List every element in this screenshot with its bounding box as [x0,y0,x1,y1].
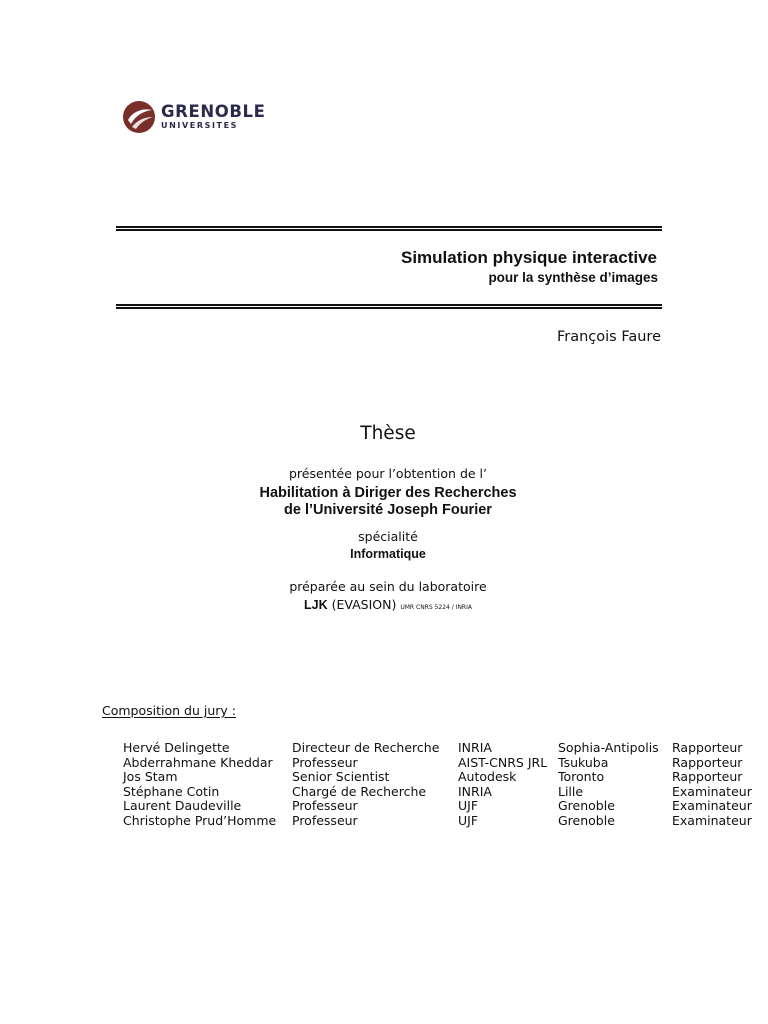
university-emblem-icon [122,100,156,134]
specialty-label: spécialité [358,529,418,544]
jury-member-city: Lille [558,783,584,799]
diploma-line-2: de l’Université Joseph Fourier [284,502,492,518]
jury-member-title: Chargé de Recherche [292,783,427,799]
jury-row [0,740,768,755]
author-name: François Faure [556,329,661,345]
thesis-title: Simulation physique interactive [400,248,657,267]
prepared-at-text: préparée au sein du laboratoire [289,579,487,594]
jury-row [0,755,768,770]
jury-member-city: Grenoble [558,812,615,828]
jury-member-role: Rapporteur [672,740,743,755]
jury-member-city: Grenoble [558,798,615,813]
specialty-value: Informatique [350,547,426,561]
jury-member-title: Professeur [292,812,358,828]
logo-subtitle: UNIVERSITES [161,120,239,130]
jury-member-title: Professeur [292,754,358,770]
jury-member-name: Christophe Prud’Homme [123,812,277,828]
jury-heading: Composition du jury : [102,703,236,718]
document-type: Thèse [360,423,416,444]
jury-member-name: Stéphane Cotin [123,783,220,799]
thesis-subtitle: pour la synthèse d’images [488,270,658,285]
jury-member-org: UJF [458,798,479,813]
bottom-double-rule [116,304,662,309]
jury-member-city: Sophia-Antipolis [558,740,659,755]
jury-member-role: Examinateur [672,798,752,813]
diploma-line-1: Habilitation à Diriger des Recherches [259,485,517,501]
jury-member-role: Rapporteur [672,769,743,784]
jury-member-org: INRIA [458,740,492,755]
lab-team: (EVASION) [331,597,397,612]
jury-member-city: Tsukuba [558,754,609,770]
jury-row [0,813,768,828]
jury-member-title: Senior Scientist [292,769,390,784]
jury-row [0,769,768,784]
grenoble-universites-logo [122,100,266,134]
jury-member-org: INRIA [458,783,492,799]
laboratory-line [0,597,768,612]
jury-member-org: Autodesk [458,769,517,784]
lab-unit: UMR CNRS 5224 / INRIA [400,604,472,611]
jury-member-name: Hervé Delingette [123,740,230,755]
jury-member-city: Toronto [558,769,605,784]
jury-table [0,740,768,827]
jury-member-title: Professeur [292,798,358,813]
jury-member-role: Rapporteur [672,754,743,770]
lab-short-name: LJK [304,598,328,612]
jury-member-role: Examinateur [672,812,752,828]
jury-member-title: Directeur de Recherche [292,740,440,755]
top-double-rule [116,226,662,231]
jury-row [0,798,768,813]
jury-member-name: Abderrahmane Kheddar [123,754,273,770]
jury-member-org: UJF [458,812,479,828]
jury-row [0,784,768,799]
presented-for-text: présentée pour l’obtention de l’ [289,466,487,481]
jury-member-name: Jos Stam [123,769,178,784]
jury-member-role: Examinateur [672,783,752,799]
jury-member-org: AIST-CNRS JRL [458,754,548,770]
logo-name: GRENOBLE [161,102,266,122]
jury-member-name: Laurent Daudeville [123,798,242,813]
